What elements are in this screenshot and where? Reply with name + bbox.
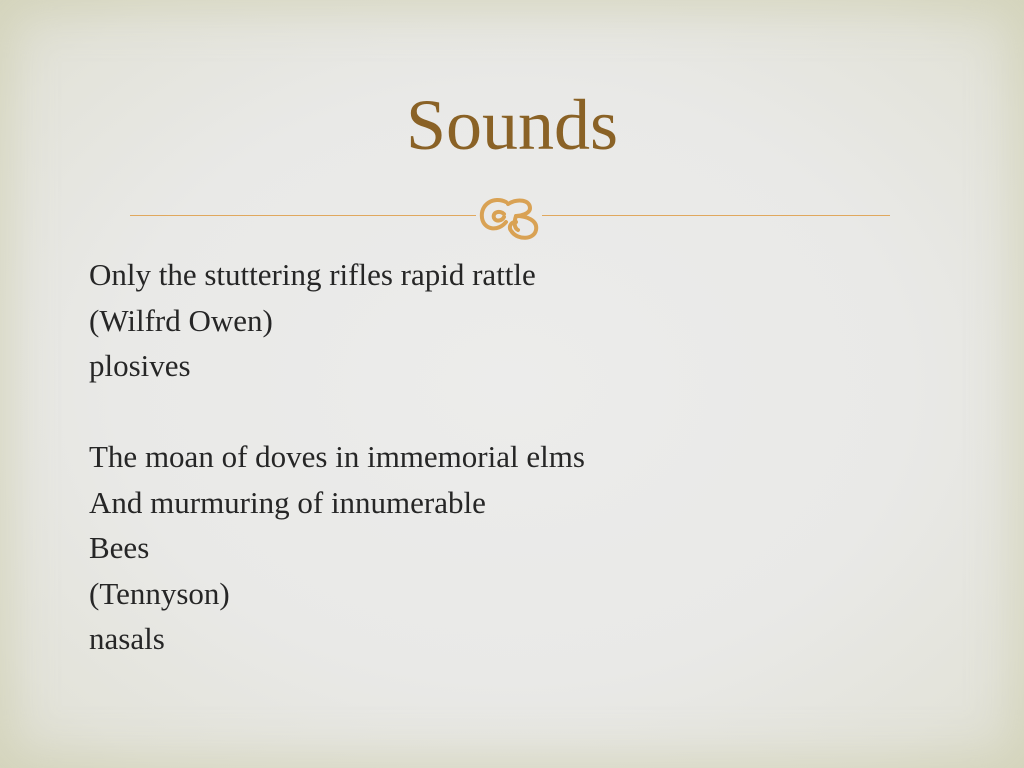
stanza-gap	[89, 389, 909, 435]
poem-line: The moan of doves in immemorial elms	[89, 439, 585, 474]
divider-rule-right	[542, 215, 890, 216]
poem-line: Only the stuttering rifles rapid rattle	[89, 257, 536, 292]
sound-type-label: nasals	[89, 621, 165, 656]
poem-attribution: (Wilfrd Owen)	[89, 302, 273, 338]
stanza-owen	[89, 252, 909, 389]
slide-title: Sounds	[405, 85, 619, 165]
poem-line: Bees	[89, 530, 150, 565]
slide-body	[89, 252, 909, 662]
poem-attribution: (Tennyson)	[89, 575, 230, 611]
title-divider	[130, 188, 890, 248]
stanza-tennyson	[89, 434, 909, 662]
poem-line: And murmuring of innumerable	[89, 484, 486, 520]
sound-type-label: plosives	[89, 348, 191, 383]
divider-rule-left	[130, 215, 476, 216]
ornamental-flourish-icon	[474, 192, 546, 244]
